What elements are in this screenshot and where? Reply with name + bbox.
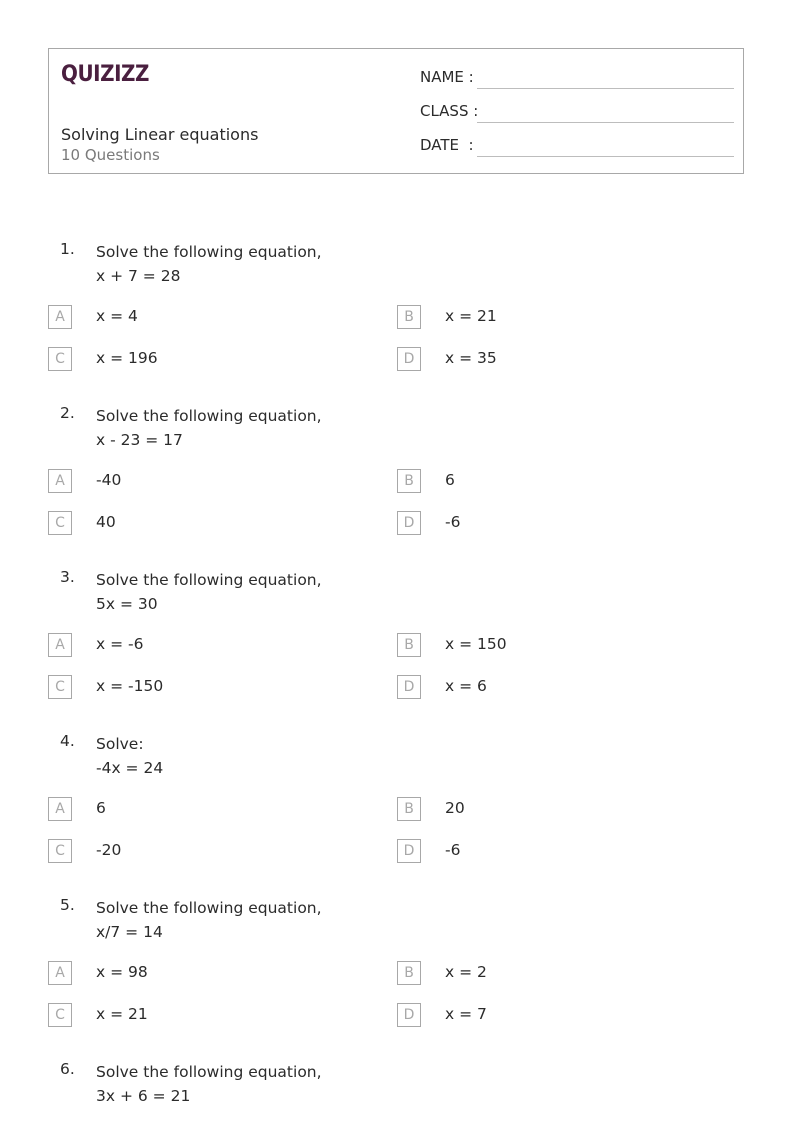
question-line: Solve the following equation, [96,1063,322,1081]
option-d[interactable] [397,511,717,535]
option-text: x = 196 [96,349,158,367]
option-b[interactable] [397,797,717,821]
option-text: x = -150 [96,677,164,695]
question-line: Solve: [96,735,144,753]
option-letter: C [48,347,72,371]
name-line[interactable] [477,88,734,89]
option-text: x = 98 [96,963,148,981]
svg-text:QUIZIZZ: QUIZIZZ [61,62,149,87]
date-label: DATE : [420,136,474,154]
option-text: x = 7 [445,1005,487,1023]
option-a[interactable] [48,469,368,493]
date-line[interactable] [477,156,734,157]
option-text: -40 [96,471,122,489]
option-letter: B [397,469,421,493]
option-text: 6 [445,471,455,489]
question-line: Solve the following equation, [96,899,322,917]
option-letter: A [48,797,72,821]
option-letter: B [397,797,421,821]
option-b[interactable] [397,305,717,329]
question-line: 5x = 30 [96,595,158,613]
option-a[interactable] [48,797,368,821]
name-label: NAME : [420,68,474,86]
question-line: Solve the following equation, [96,407,322,425]
question-number: 2. [60,404,75,422]
worksheet-header [48,48,744,174]
question-number: 5. [60,896,75,914]
question [48,240,744,400]
question [48,1060,744,1120]
option-letter: A [48,305,72,329]
option-text: 6 [96,799,106,817]
question-text [96,404,322,452]
question [48,896,744,1056]
question [48,404,744,564]
option-b[interactable] [397,961,717,985]
option-text: x = 2 [445,963,487,981]
option-a[interactable] [48,633,368,657]
question-text [96,1060,322,1108]
option-c[interactable] [48,675,368,699]
option-letter: C [48,1003,72,1027]
date-field[interactable] [420,136,734,160]
option-text: x = 4 [96,307,138,325]
class-line[interactable] [477,122,734,123]
option-text: 20 [445,799,465,817]
option-text: -6 [445,513,461,531]
question-text [96,568,322,616]
quizizz-logo [61,59,151,87]
option-letter: C [48,511,72,535]
question-line: x - 23 = 17 [96,431,183,449]
question-line: Solve the following equation, [96,243,322,261]
question-count: 10 Questions [61,146,160,164]
question-text [96,240,322,288]
option-letter: B [397,305,421,329]
option-text: x = 150 [445,635,507,653]
option-text: x = -6 [96,635,144,653]
question-number: 1. [60,240,75,258]
option-d[interactable] [397,347,717,371]
option-letter: D [397,347,421,371]
class-field[interactable] [420,102,734,126]
question-text [96,896,322,944]
option-d[interactable] [397,1003,717,1027]
option-letter: D [397,839,421,863]
option-text: x = 35 [445,349,497,367]
option-letter: A [48,961,72,985]
question [48,568,744,728]
question-line: x + 7 = 28 [96,267,181,285]
question-line: -4x = 24 [96,759,164,777]
option-b[interactable] [397,633,717,657]
question-text [96,732,163,780]
question-number: 4. [60,732,75,750]
worksheet-title: Solving Linear equations [61,125,259,144]
option-letter: B [397,633,421,657]
option-text: x = 6 [445,677,487,695]
option-letter: C [48,839,72,863]
question-number: 6. [60,1060,75,1078]
question-line: x/7 = 14 [96,923,163,941]
question-line: 3x + 6 = 21 [96,1087,191,1105]
option-text: x = 21 [445,307,497,325]
question-number: 3. [60,568,75,586]
option-a[interactable] [48,961,368,985]
option-c[interactable] [48,347,368,371]
option-letter: A [48,469,72,493]
option-letter: D [397,511,421,535]
option-letter: D [397,675,421,699]
option-letter: B [397,961,421,985]
option-letter: D [397,1003,421,1027]
question [48,732,744,892]
option-d[interactable] [397,675,717,699]
option-c[interactable] [48,511,368,535]
question-line: Solve the following equation, [96,571,322,589]
option-a[interactable] [48,305,368,329]
option-text: 40 [96,513,116,531]
option-d[interactable] [397,839,717,863]
option-c[interactable] [48,839,368,863]
option-letter: A [48,633,72,657]
option-c[interactable] [48,1003,368,1027]
option-letter: C [48,675,72,699]
option-b[interactable] [397,469,717,493]
name-field[interactable] [420,68,734,92]
option-text: -6 [445,841,461,859]
option-text: x = 21 [96,1005,148,1023]
class-label: CLASS : [420,102,479,120]
option-text: -20 [96,841,122,859]
